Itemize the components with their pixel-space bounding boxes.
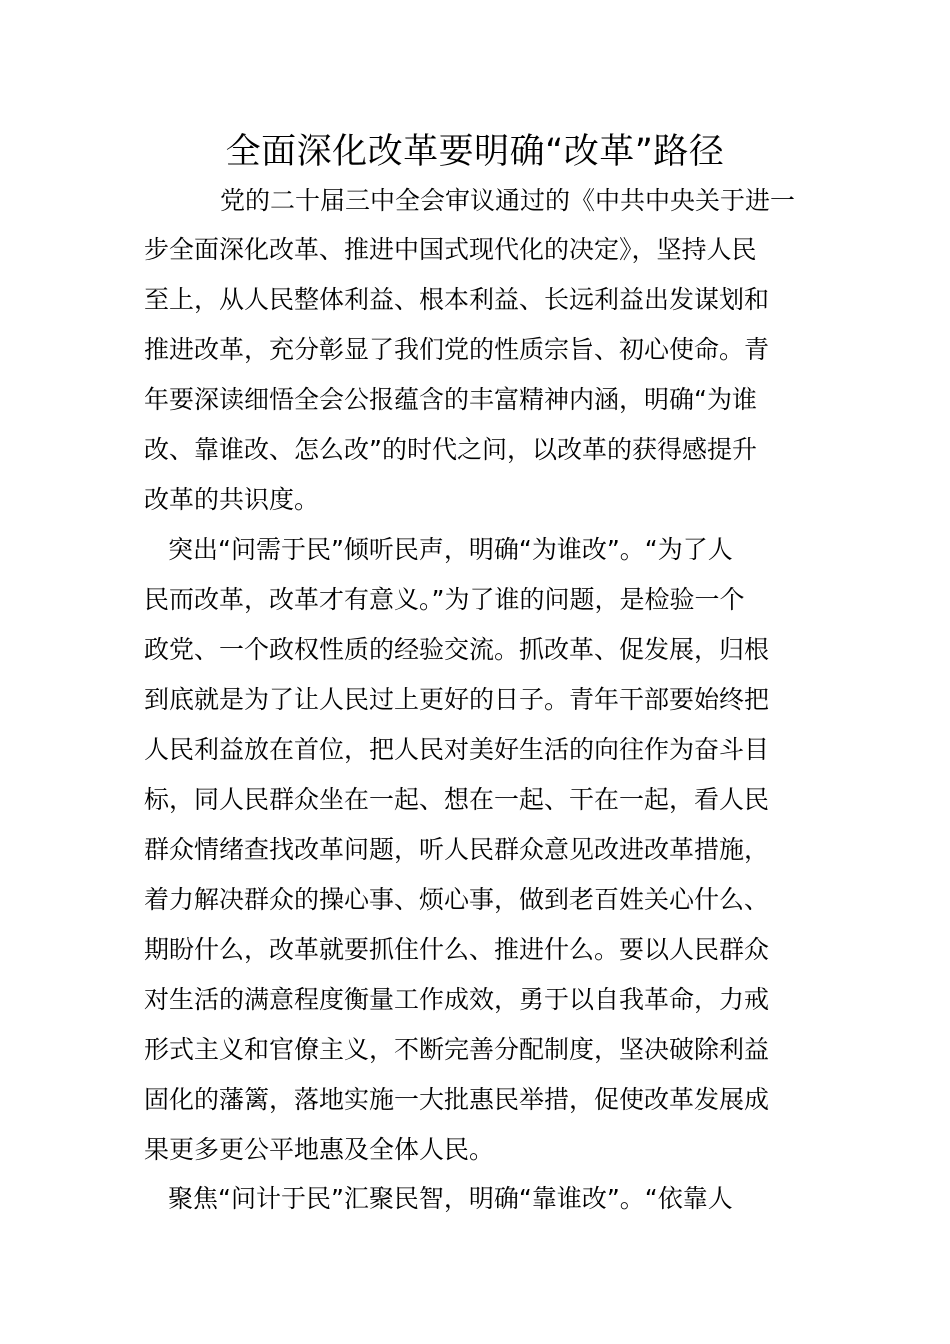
paragraph-2-line-8: 着力解决群众的操心事、烦心事，做到老百姓关心什么、 xyxy=(144,885,770,914)
paragraph-2-line-9: 期盼什么，改革就要抓住什么、推进什么。要以人民群众 xyxy=(144,935,770,964)
paragraph-1-line-2: 步全面深化改革、推进中国式现代化的决定》，坚持人民 xyxy=(144,235,757,264)
document-title: 全面深化改革要明确“改革”路径 xyxy=(225,132,725,172)
paragraph-1-line-6: 改、靠谁改、怎么改”的时代之问，以改革的获得感提升 xyxy=(144,435,757,464)
paragraph-2-line-5: 人民利益放在首位，把人民对美好生活的向往作为奋斗目 xyxy=(144,735,770,764)
paragraph-1-line-1: 党的二十届三中全会审议通过的《中共中央关于进一 xyxy=(220,186,796,215)
paragraph-2-line-6: 标，同人民群众坐在一起、想在一起、干在一起，看人民 xyxy=(144,785,770,814)
paragraph-2-line-3: 政党、一个政权性质的经验交流。抓改革、促发展，归根 xyxy=(144,635,770,664)
paragraph-3-line-1: 聚焦“问计于民”汇聚民智，明确“靠谁改”。“依靠人 xyxy=(168,1184,733,1213)
paragraph-1-line-7: 改革的共识度。 xyxy=(144,485,320,514)
paragraph-1-line-3: 至上，从人民整体利益、根本利益、长远利益出发谋划和 xyxy=(144,285,770,314)
paragraph-1-line-4: 推进改革，充分彰显了我们党的性质宗旨、初心使命。青 xyxy=(144,335,770,364)
paragraph-2-line-7: 群众情绪查找改革问题，听人民群众意见改进改革措施， xyxy=(144,835,770,864)
paragraph-2-line-4: 到底就是为了让人民过上更好的日子。青年干部要始终把 xyxy=(144,685,770,714)
paragraph-2-line-13: 果更多更公平地惠及全体人民。 xyxy=(144,1135,495,1164)
paragraph-1-line-5: 年要深读细悟全会公报蕴含的丰富精神内涵，明确“为谁 xyxy=(144,385,757,414)
paragraph-2-line-1: 突出“问需于民”倾听民声，明确“为谁改”。“为了人 xyxy=(168,535,733,564)
paragraph-2-line-11: 形式主义和官僚主义，不断完善分配制度，坚决破除利益 xyxy=(144,1035,770,1064)
paragraph-2-line-10: 对生活的满意程度衡量工作成效，勇于以自我革命，力戒 xyxy=(144,985,770,1014)
paragraph-2-line-12: 固化的藩篱，落地实施一大批惠民举措，促使改革发展成 xyxy=(144,1085,770,1114)
paragraph-2-line-2: 民而改革，改革才有意义。”为了谁的问题，是检验一个 xyxy=(144,585,745,614)
